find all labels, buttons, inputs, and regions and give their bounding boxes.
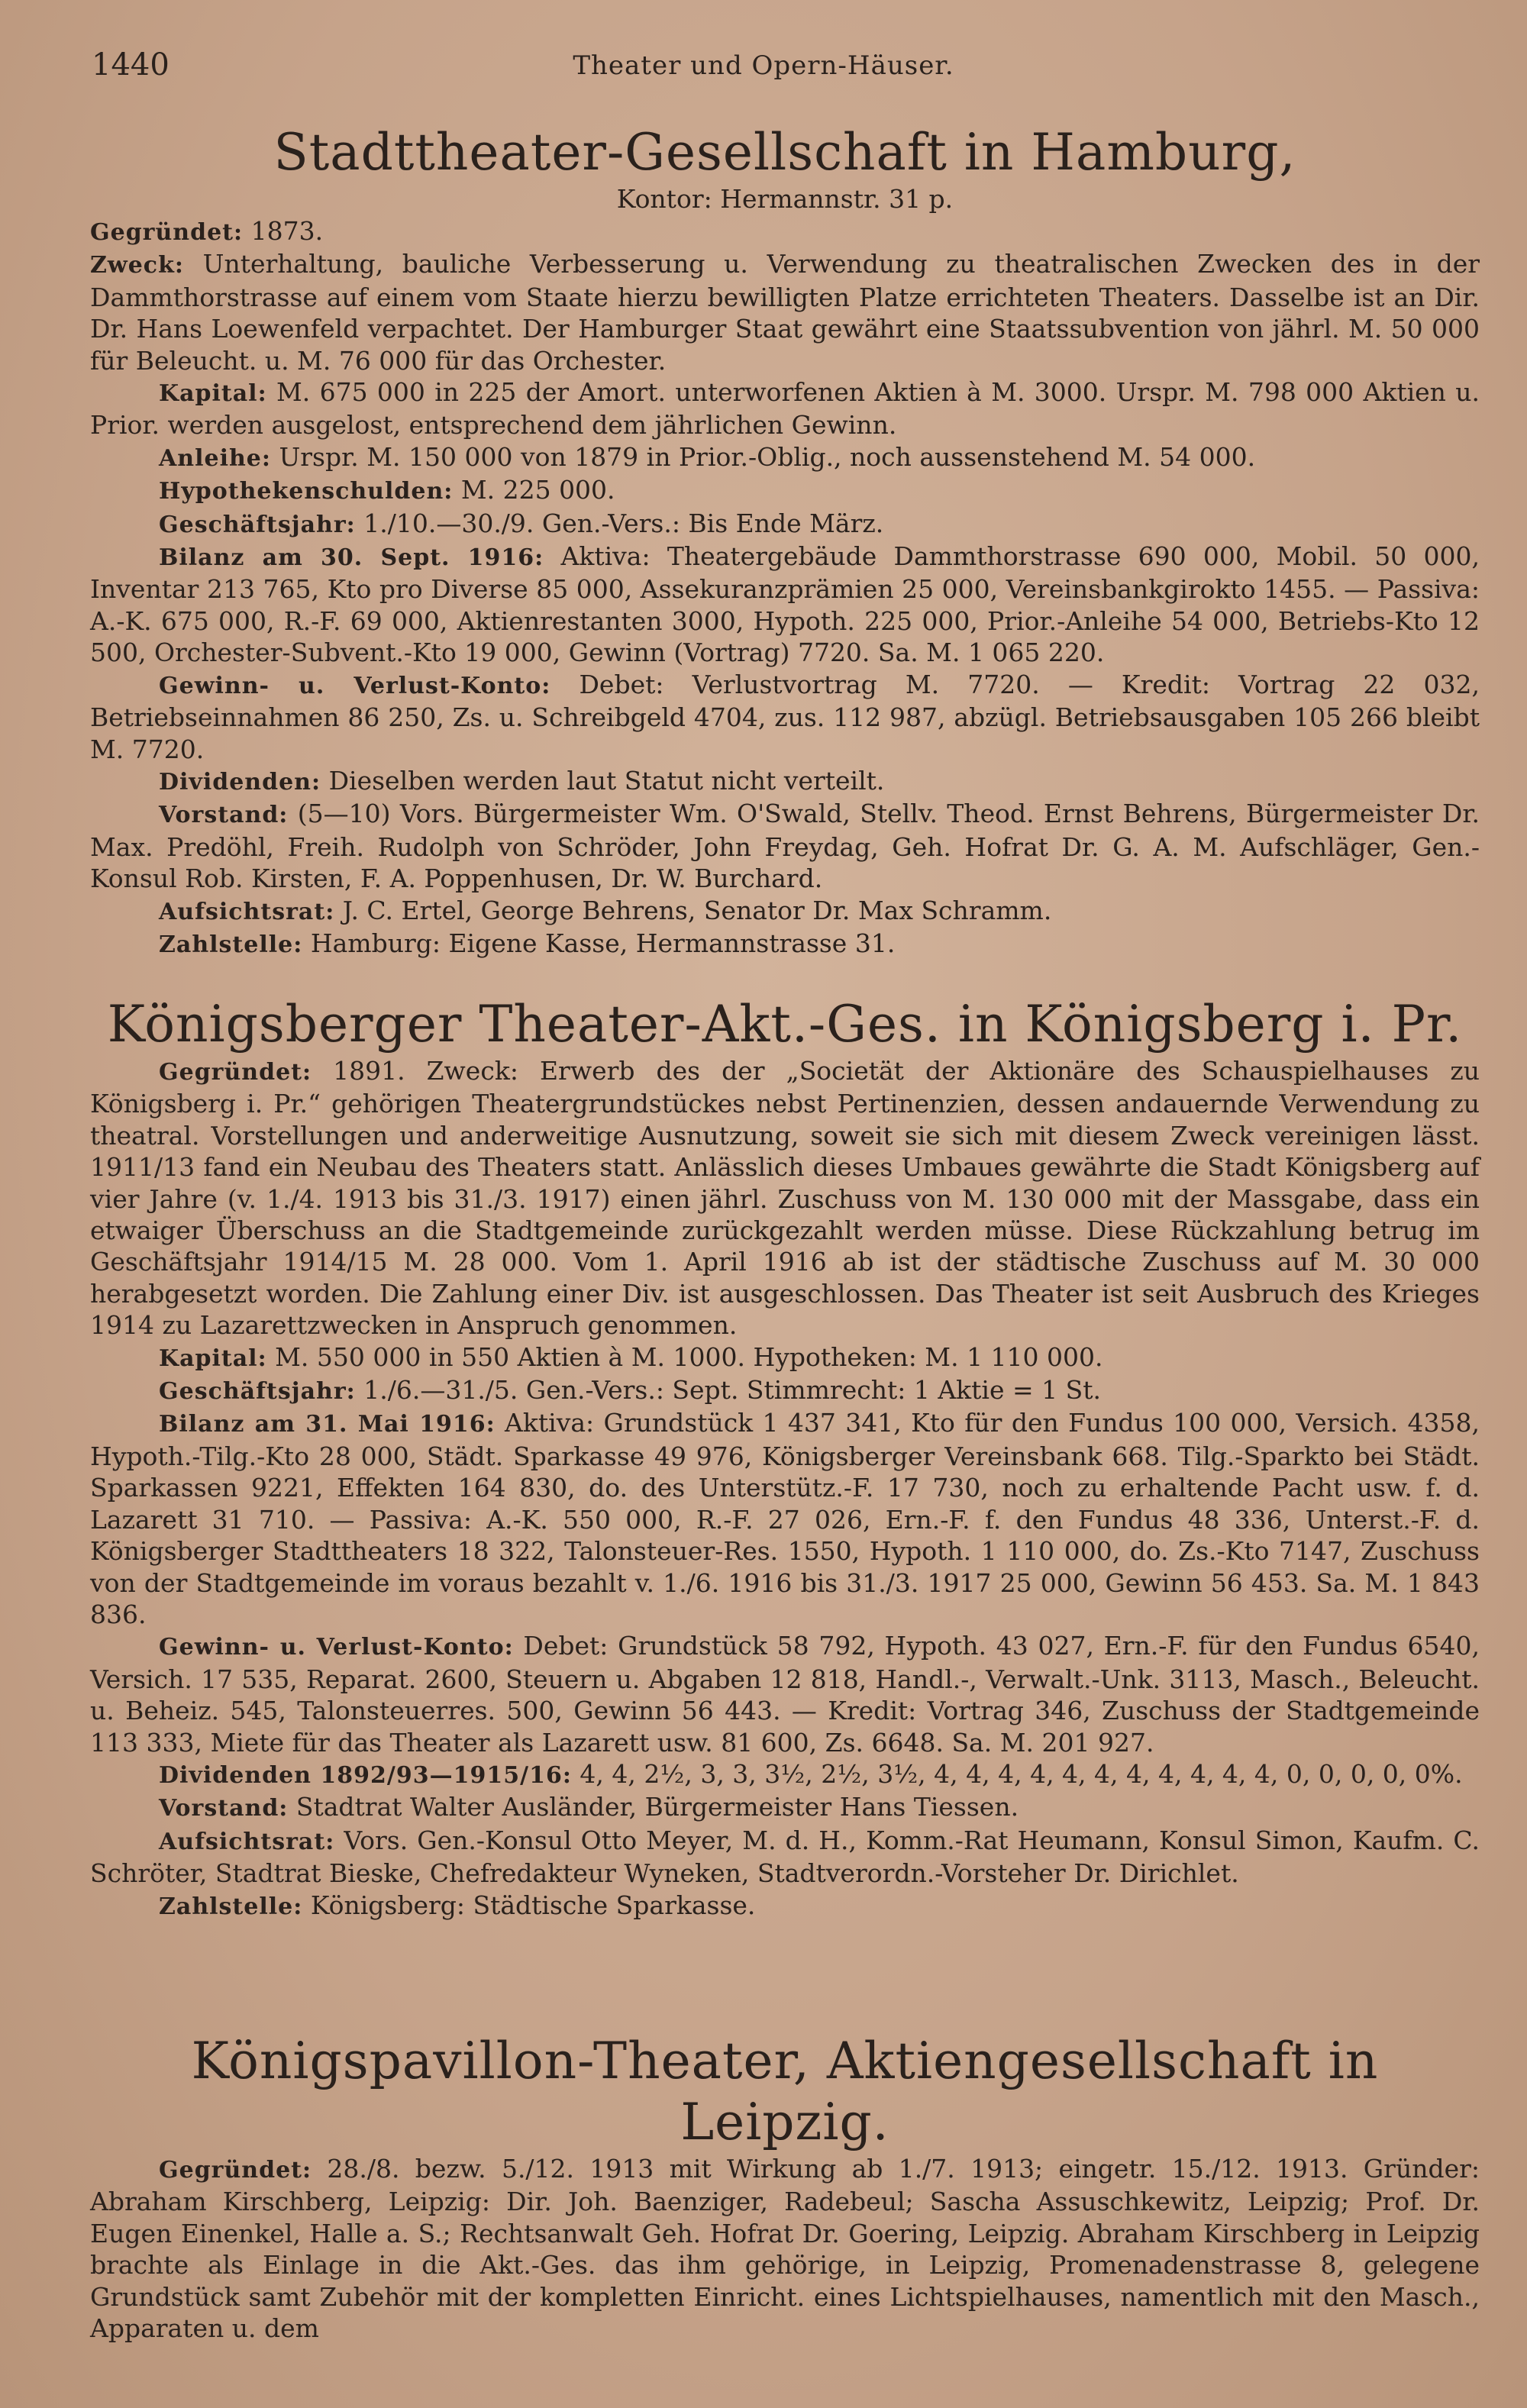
paragraph [90, 248, 1480, 376]
paragraph [90, 1055, 1480, 1341]
paragraph [90, 1890, 1480, 1922]
field-label: Geschäftsjahr: [159, 1378, 356, 1406]
field-text: 28./8. bezw. 5./12. 1913 mit Wirkung ab 1./7. 1913; eingetr. 15./12. 1913. Gründer: Abraham Kirschberg, Leipzig: Dir. Joh. Baenziger, Radebeul; Sascha Assuschkewitz, Leipzig; Prof. Dr. Eugen Einenkel, Halle a. S.; Rechtsanwalt Geh. Hofrat Dr. Goering, Leipzig. Abraham Kirschberg in Leipzig brachte als Einlage in die Akt.-Ges. das ihm gehörige, in Leipzig, Promenadenstrasse 8, gelegene Grundstück samt Zubehör mit der kompletten Einricht. eines Lichtspielhauses, namentlich mit den Masch., Apparaten u. dem [90, 2154, 1480, 2344]
paragraph [90, 1758, 1480, 1791]
paragraph [90, 1407, 1480, 1630]
field-text: Aktiva: Grundstück 1 437 341, Kto für den Fundus 100 000, Versich. 4358, Hypoth.-Tilg.-Kto 28 000, Städt. Sparkasse 49 976, Königsberger Vereinsbank 668. Tilg.-Sparkto bei Städt. Sparkassen 9221, Effekten 164 830, do. des Unterstütz.-F. 17 730, noch zu erhaltende Pacht usw. f. d. Lazarett 31 710. — Passiva: A.-K. 550 000, R.-F. 27 026, Ern.-F. f. den Fundus 48 336, Unterst.-F. d. Königsberger Stadttheaters 18 322, Talonsteuer-Res. 1550, Hypoth. 1 110 000, do. Zs.-Kto 7147, Zuschuss von der Stadtgemeinde im voraus bezahlt v. 1./6. 1916 bis 31./3. 1917 25 000, Gewinn 56 453. Sa. M. 1 843 836. [90, 1408, 1480, 1629]
field-label: Dividenden 1892/93—1915/16: [159, 1761, 572, 1789]
field-label: Anleihe: [159, 444, 271, 472]
paragraph [90, 508, 1480, 541]
entry-koenigsberger-theater [90, 994, 1480, 1922]
paragraph [90, 474, 1480, 507]
field-label: Vorstand: [159, 802, 289, 829]
paragraph [90, 441, 1480, 474]
running-title: Theater und Opern-Häuser. [573, 50, 954, 81]
field-label: Hypothekenschulden: [159, 478, 454, 505]
paragraph [90, 1374, 1480, 1407]
field-text: Hamburg: Eigene Kasse, Hermannstrasse 31. [302, 928, 896, 958]
field-label: Kapital: [159, 380, 267, 408]
field-text: Königsberg: Städtische Sparkasse. [302, 1890, 756, 1920]
paragraph [90, 798, 1480, 894]
field-label: Bilanz am 31. Mai 1916: [159, 1411, 496, 1438]
field-text: Vors. Gen.-Konsul Otto Meyer, M. d. H., Komm.-Rat Heumann, Konsul Simon, Kaufm. C. Schröter, Stadtrat Bieske, Chefredakteur Wyneken, Stadtverordn.-Vorsteher Dr. Dirichlet. [90, 1825, 1480, 1889]
entry-title: Stadttheater-Gesellschaft in Hamburg, [273, 123, 1296, 182]
field-text: 4, 4, 2½, 3, 3, 3½, 2½, 3½, 4, 4, 4, 4, 4, 4, 4, 4, 4, 4, 4, 0, 0, 0, 0, 0%. [571, 1758, 1463, 1789]
field-label: Aufsichtsrat: [159, 898, 335, 925]
field-label: Vorstand: [159, 1795, 289, 1822]
paragraph [90, 1341, 1480, 1374]
paragraph [90, 376, 1480, 441]
paragraph [90, 1791, 1480, 1824]
field-label: Aufsichtsrat: [159, 1828, 335, 1855]
field-label: Zweck: [90, 252, 184, 279]
field-text: Debet: Grundstück 58 792, Hypoth. 43 027, Ern.-F. für den Fundus 6540, Versich. 17 535, Reparat. 2600, Steuern u. Abgaben 12 818, Handl.-, Verwalt.-Unk. 3113, Masch., Beleucht. u. Beheiz. 545, Talonsteuerres. 500, Gewinn 56 443. — Kredit: Vortrag 346, Zuschuss der Stadtgemeinde 113 333, Miete für das Theater als Lazarett usw. 81 600, Zs. 6648. Sa. M. 201 927. [90, 1631, 1480, 1758]
field-text: M. 675 000 in 225 der Amort. unterworfenen Aktien à M. 3000. Urspr. M. 798 000 Aktien u. Prior. werden ausgelost, entsprechend dem jährlichen Gewinn. [90, 377, 1480, 441]
paragraph [90, 895, 1480, 928]
field-text: 1873. [243, 216, 324, 246]
field-text: Dieselben werden laut Statut nicht verteilt. [321, 765, 885, 796]
field-text: 1./10.—30./9. Gen.-Vers.: Bis Ende März. [355, 508, 884, 538]
field-text: M. 550 000 in 550 Aktien à M. 1000. Hypotheken: M. 1 110 000. [266, 1341, 1103, 1372]
paragraph [90, 215, 1480, 248]
entry-subtitle: Kontor: Hermannstr. 31 p. [616, 184, 954, 214]
field-label: Zahlstelle: [159, 1893, 303, 1920]
paragraph [90, 2153, 1480, 2344]
running-header [0, 47, 1527, 93]
paragraph [90, 1630, 1480, 1758]
entry-title: Königspavillon-Theater, Aktiengesellschaft in Leipzig. [191, 2032, 1379, 2151]
field-label: Dividenden: [159, 768, 321, 796]
field-label: Kapital: [159, 1344, 267, 1372]
field-label: Zahlstelle: [159, 931, 303, 958]
field-text: Aktiva: Theatergebäude Dammthorstrasse 690 000, Mobil. 50 000, Inventar 213 765, Kto pro Diverse 85 000, Assekuranzprämien 25 000, Vereinsbankgirokto 1455. — Passiva: A.-K. 675 000, R.-F. 69 000, Aktienrestanten 3000, Hypoth. 225 000, Prior.-Anleihe 54 000, Betriebs-Kto 12 500, Orchester-Subvent.-Kto 19 000, Gewinn (Vortrag) 7720. Sa. M. 1 065 220. [90, 541, 1480, 668]
field-label: Gewinn- u. Verlust-Konto: [159, 1634, 514, 1661]
field-text: Unterhaltung, bauliche Verbesserung u. Verwendung zu theatralischen Zwecken des in der Dammthorstrasse auf einem vom Staate hierzu bewilligten Platze errichteten Theaters. Dasselbe ist an Dir. Dr. Hans Loewenfeld verpachtet. Der Hamburger Staat gewährt eine Staatssubvention von jährl. M. 50 000 für Beleucht. u. M. 76 000 für das Orchester. [90, 249, 1480, 376]
field-text: 1891. Zweck: Erwerb des der „Societät der Aktionäre des Schauspielhauses zu Königsberg i. Pr.“ gehörigen Theatergrundstückes nebst Pertinenzien, dessen andauernde Verwendung zu theatral. Vorstellungen und anderweitige Ausnutzung, soweit sie sich mit diesem Zweck vereinigen lässt. 1911/13 fand ein Neubau des Theaters statt. Anlässlich dieses Umbaues gewährte die Stadt Königsberg auf vier Jahre (v. 1./4. 1913 bis 31./3. 1917) einen jährl. Zuschuss von M. 130 000 mit der Massgabe, dass ein etwaiger Überschuss an die Stadtgemeinde zurückgezahlt werden müsse. Diese Rückzahlung betrug im Geschäftsjahr 1914/15 M. 28 000. Vom 1. April 1916 ab ist der städtische Zuschuss auf M. 30 000 herabgesetzt worden. Die Zahlung einer Div. ist ausgeschlossen. Das Theater ist seit Ausbruch des Krieges 1914 zu Lazarettzwecken in Anspruch genommen. [90, 1056, 1480, 1341]
paragraph [90, 669, 1480, 765]
entry-koenigspavillon-theater [90, 2031, 1480, 2344]
entry-stadttheater-hamburg [90, 122, 1480, 960]
field-label: Gegründet: [90, 219, 244, 246]
field-text: 1./6.—31./5. Gen.-Vers.: Sept. Stimmrecht: 1 Aktie = 1 St. [355, 1375, 1101, 1406]
entry-title: Königsberger Theater-Akt.-Ges. in Königsberg i. Pr. [107, 995, 1463, 1054]
paragraph [90, 1825, 1480, 1890]
field-label: Gewinn- u. Verlust-Konto: [159, 672, 551, 699]
paragraph [90, 928, 1480, 960]
field-text: M. 225 000. [453, 475, 615, 505]
field-label: Geschäftsjahr: [159, 511, 356, 538]
field-label: Gegründet: [159, 2157, 312, 2184]
field-text: Stadtrat Walter Ausländer, Bürgermeister Hans Tiessen. [288, 1792, 1019, 1822]
page-number: 1440 [92, 47, 169, 82]
paragraph [90, 765, 1480, 798]
field-label: Gegründet: [159, 1059, 312, 1086]
field-label: Bilanz am 30. Sept. 1916: [159, 544, 544, 572]
field-text: J. C. Ertel, George Behrens, Senator Dr. Max Schramm. [334, 895, 1052, 925]
field-text: (5—10) Vors. Bürgermeister Wm. O'Swald, Stellv. Theod. Ernst Behrens, Bürgermeister Dr. Max. Predöhl, Freih. Rudolph von Schröder, John Freydag, Geh. Hofrat Dr. G. A. M. Aufschläger, Gen.-Konsul Rob. Kirsten, F. A. Poppenhusen, Dr. W. Burchard. [90, 799, 1480, 894]
field-text: Debet: Verlustvortrag M. 7720. — Kredit: Vortrag 22 032, Betriebseinnahmen 86 250, Zs. u. Schreibgeld 4704, zus. 112 987, abzügl. Betriebsausgaben 105 266 bleibt M. 7720. [90, 669, 1480, 764]
paragraph [90, 541, 1480, 669]
field-text: Urspr. M. 150 000 von 1879 in Prior.-Oblig., noch aussenstehend M. 54 000. [270, 441, 1256, 472]
